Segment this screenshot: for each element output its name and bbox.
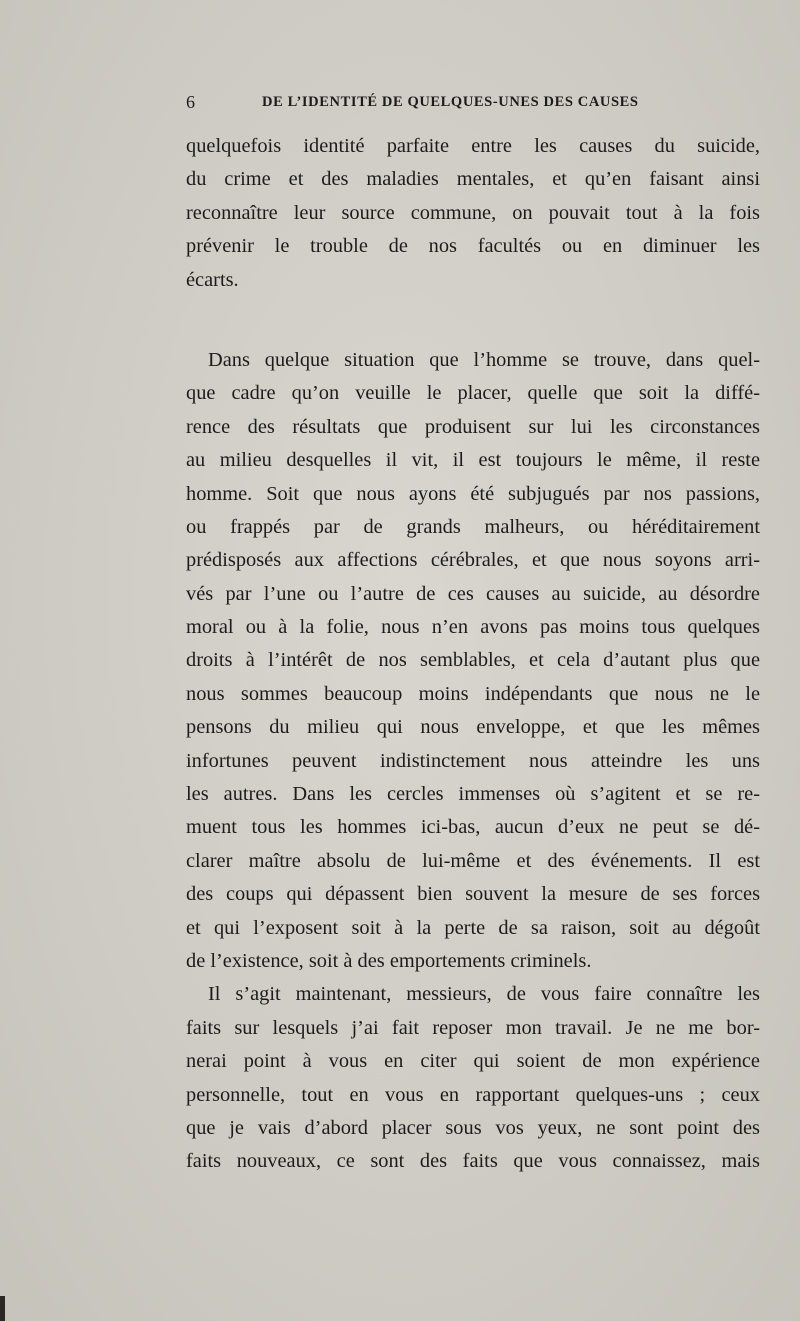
text-line: infortunes peuvent indistinctement nous atteindre les uns <box>186 749 760 772</box>
text-line: nerai point à vous en citer qui soient de mon expérience <box>186 1050 760 1073</box>
text-line: que je vais d’abord placer sous vos yeux, ne sont point des <box>186 1116 760 1139</box>
text-line: Dans quelque situation que l’homme se trouve, dans quel- <box>208 348 760 371</box>
paragraph <box>186 130 760 297</box>
running-head <box>186 92 766 116</box>
text-line: prédisposés aux affections cérébrales, et que nous soyons arri- <box>186 549 760 572</box>
text-line: au milieu desquelles il vit, il est toujours le même, il reste <box>186 449 760 472</box>
paragraph <box>186 344 760 978</box>
text-line: ou frappés par de grands malheurs, ou héréditairement <box>186 515 760 538</box>
text-line: du crime et des maladies mentales, et qu’en faisant ainsi <box>186 168 760 191</box>
text-line: droits à l’intérêt de nos semblables, et cela d’autant plus que <box>186 649 760 672</box>
running-title: DE L’IDENTITÉ DE QUELQUES-UNES DES CAUSES <box>262 94 639 110</box>
text-line: clarer maître absolu de lui-même et des événements. Il est <box>186 849 760 872</box>
page-edge-mark <box>0 1296 5 1321</box>
page-number: 6 <box>186 92 195 112</box>
text-line: faits sur lesquels j’ai fait reposer mon travail. Je ne me bor- <box>186 1016 760 1039</box>
paragraph <box>186 978 760 1178</box>
body-text <box>186 130 760 1179</box>
text-line: moral ou à la folie, nous n’en avons pas moins tous quelques <box>186 616 760 639</box>
text-line: que cadre qu’on veuille le placer, quelle que soit la diffé- <box>186 382 760 405</box>
text-line: vés par l’une ou l’autre de ces causes au suicide, au désordre <box>186 582 760 605</box>
text-line: et qui l’exposent soit à la perte de sa raison, soit au dégoût <box>186 916 760 939</box>
text-line: Il s’agit maintenant, messieurs, de vous faire connaître les <box>208 983 760 1006</box>
text-line: les autres. Dans les cercles immenses où s’agitent et se re- <box>186 783 760 806</box>
text-line: écarts. <box>186 268 239 291</box>
text-line: faits nouveaux, ce sont des faits que vous connaissez, mais <box>186 1150 760 1173</box>
text-line: de l’existence, soit à des emportements criminels. <box>186 949 592 972</box>
text-line: nous sommes beaucoup moins indépendants que nous ne le <box>186 682 760 705</box>
text-line: des coups qui dépassent bien souvent la mesure de ses forces <box>186 883 760 906</box>
text-line: quelquefois identité parfaite entre les causes du suicide, <box>186 135 760 157</box>
text-line: prévenir le trouble de nos facultés ou en diminuer les <box>186 235 760 258</box>
text-line: pensons du milieu qui nous enveloppe, et que les mêmes <box>186 716 760 739</box>
text-line: homme. Soit que nous ayons été subjugués par nos passions, <box>186 482 760 505</box>
text-line: muent tous les hommes ici-bas, aucun d’eux ne peut se dé- <box>186 816 760 839</box>
paragraph-gap <box>186 297 760 344</box>
text-line: rence des résultats que produisent sur lui les circonstances <box>186 415 760 438</box>
text-line: personnelle, tout en vous en rapportant quelques-uns ; ceux <box>186 1083 760 1106</box>
text-line: reconnaître leur source commune, on pouvait tout à la fois <box>186 201 760 224</box>
